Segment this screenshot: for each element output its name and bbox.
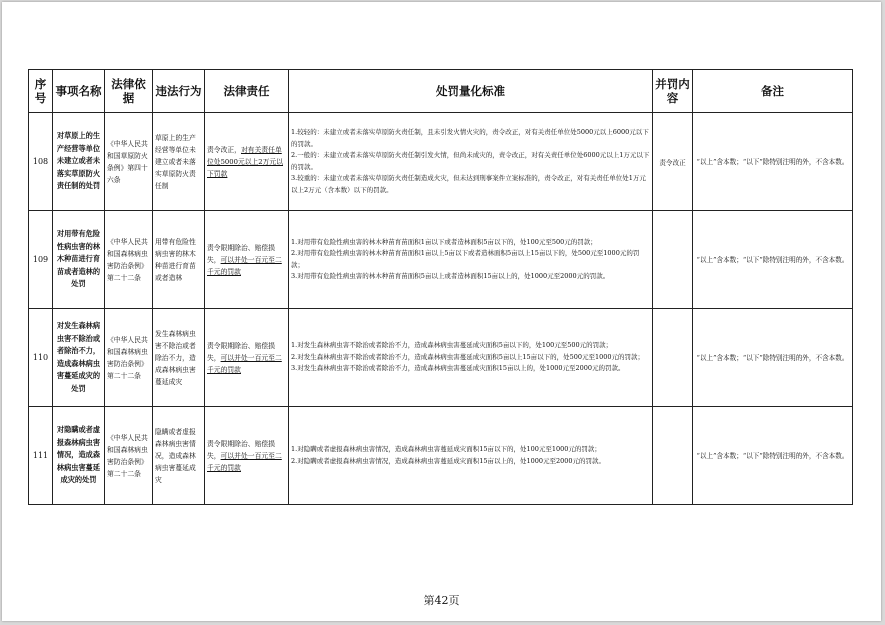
header-note: 备注 [693, 70, 853, 113]
duty-fine: 可以并处一百元至二千元的罚款 [207, 451, 282, 472]
standard-line: 1.对用带有危险性病虫害的林木种苗育苗面积1亩以下或者造林面积5亩以下的，处100元至500元的罚款； [291, 237, 597, 246]
standard-line: 1.较轻的：未建立或者未落实草原防火责任制，且未引发火情火灾的，责令改正，对有关责任单位处5000元以上6000元以下的罚款。 [291, 128, 649, 148]
row-act: 隐瞒或者虚报森林病虫害情况，造成森林病虫害蔓延成灾 [153, 407, 205, 505]
duty-main: 责令限期除治、赔偿损失， [207, 439, 275, 460]
header-combine: 并罚内容 [653, 70, 693, 113]
header-act: 违法行为 [153, 70, 205, 113]
row-standard [289, 309, 653, 407]
duty-fine: 对有关责任单位处5000元以上2万元以下罚款 [207, 145, 283, 178]
duty-fine: 可以并处一百元至二千元的罚款 [207, 255, 282, 276]
table-row [29, 211, 853, 309]
duty-fine: 可以并处一百元至二千元的罚款 [207, 353, 282, 374]
row-act: 发生森林病虫害不除治或者除治不力，造成森林病虫害蔓延成灾 [153, 309, 205, 407]
table-header-row [29, 70, 853, 113]
row-duty [205, 407, 289, 505]
row-no: 109 [29, 211, 53, 309]
standard-line: 2.一般的：未建立或者未落实草原防火责任制引发火情，但尚未成灾的，责令改正，对有关责任单位处6000元以上1万元以下的罚款。 [291, 151, 650, 171]
row-duty [205, 309, 289, 407]
standard-line: 1.对隐瞒或者虚报森林病虫害情况，造成森林病虫害蔓延成灾面积15亩以下的，处100元至1000元的罚款； [291, 445, 601, 453]
standard-line: 2.对用带有危险性病虫害的林木种苗育苗面积1亩以上5亩以下或者造林面积5亩以上15亩以下的，处500元至1000元的罚款； [291, 249, 640, 269]
row-combine [653, 407, 693, 505]
row-duty [205, 211, 289, 309]
header-duty: 法律责任 [205, 70, 289, 113]
row-act: 用带有危险性病虫害的林木种苗进行育苗或者造林 [153, 211, 205, 309]
row-standard [289, 407, 653, 505]
header-no: 序号 [29, 70, 53, 113]
row-combine [653, 309, 693, 407]
row-note: “以上”含本数；“以下”除特别注明的外，不含本数。 [693, 309, 853, 407]
row-no: 108 [29, 113, 53, 211]
standard-line: 3.对发生森林病虫害不除治或者除治不力，造成森林病虫害蔓延成灾面积15亩以上的，处1000元至2000元的罚款。 [291, 364, 625, 373]
duty-main: 责令限期除治、赔偿损失， [207, 341, 275, 362]
penalty-standard-table [28, 69, 853, 505]
standard-line: 2.对发生森林病虫害不除治或者除治不力，造成森林病虫害蔓延成灾面积5亩以上15亩以下的，处500元至1000元的罚款； [291, 352, 645, 361]
standard-line: 1.对发生森林病虫害不除治或者除治不力，造成森林病虫害蔓延成灾面积5亩以下的，处100元至500元的罚款； [291, 341, 613, 350]
document-page [2, 2, 881, 621]
standard-line: 3.对用带有危险性病虫害的林木种苗育苗面积5亩以上或者造林面积15亩以上的，处1000元至2000元的罚款。 [291, 272, 610, 280]
row-combine: 责令改正 [653, 113, 693, 211]
row-no: 111 [29, 407, 53, 505]
row-combine [653, 211, 693, 309]
row-no: 110 [29, 309, 53, 407]
row-act: 草原上的生产经营等单位未建立或者未落实草原防火责任制 [153, 113, 205, 211]
table-row [29, 407, 853, 505]
row-standard [289, 211, 653, 309]
row-basis: 《中华人民共和国森林病虫害防治条例》第二十二条 [105, 309, 153, 407]
table-row [29, 309, 853, 407]
duty-main: 责令限期除治、赔偿损失， [207, 243, 275, 264]
duty-main: 责令改正， [207, 145, 241, 154]
page-number: 第42页 [423, 594, 460, 607]
row-item: 对草原上的生产经营等单位未建立或者未落实草原防火责任制的处罚 [53, 113, 105, 211]
header-standard: 处罚量化标准 [289, 70, 653, 113]
header-basis: 法律依据 [105, 70, 153, 113]
row-item: 对用带有危险性病虫害的林木种苗进行育苗或者造林的处罚 [53, 211, 105, 309]
table-row [29, 113, 853, 211]
row-basis: 《中华人民共和国森林病虫害防治条例》第二十二条 [105, 407, 153, 505]
row-note: “以上”含本数；“以下”除特别注明的外，不含本数。 [693, 407, 853, 505]
row-duty [205, 113, 289, 211]
row-basis: 《中华人民共和国森林病虫害防治条例》第二十二条 [105, 211, 153, 309]
row-item: 对隐瞒或者虚报森林病虫害情况，造成森林病虫害蔓延成灾的处罚 [53, 407, 105, 505]
standard-line: 3.较重的：未建立或者未落实草原防火责任制造成火灾，但未达到刑事案件立案标准的，责令改正，对有关责任单位处1万元以上2万元（含本数）以下的罚款。 [291, 174, 646, 194]
row-note: “以上”含本数；“以下”除特别注明的外，不含本数。 [693, 113, 853, 211]
row-item: 对发生森林病虫害不除治或者除治不力，造成森林病虫害蔓延成灾的处罚 [53, 309, 105, 407]
row-standard [289, 113, 653, 211]
header-item: 事项名称 [53, 70, 105, 113]
row-basis: 《中华人民共和国草原防火条例》第四十六条 [105, 113, 153, 211]
row-note: “以上”含本数；“以下”除特别注明的外，不含本数。 [693, 211, 853, 309]
standard-line: 2.对隐瞒或者虚报森林病虫害情况，造成森林病虫害蔓延成灾面积15亩以上的，处1000元至2000元的罚款。 [291, 456, 606, 465]
